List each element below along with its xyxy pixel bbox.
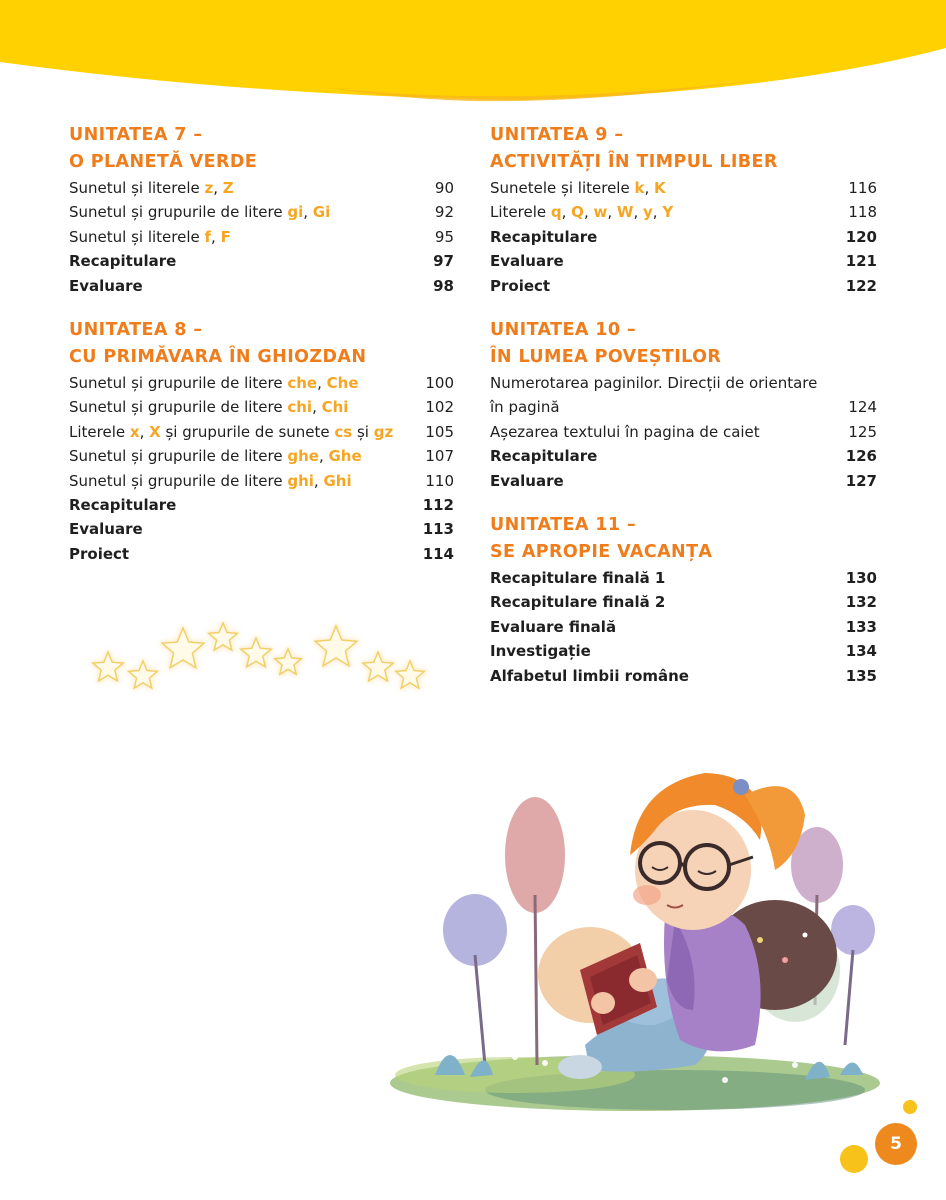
unit-title-line: O PLANETĂ VERDE xyxy=(69,152,258,172)
toc-entry-label xyxy=(490,590,665,614)
toc-entry-label xyxy=(69,395,348,419)
decor-dot-small xyxy=(903,1100,917,1114)
star-icon xyxy=(396,661,425,688)
entry-text: Recapitulare finală 1 xyxy=(490,569,666,588)
entry-text: în pagină xyxy=(490,398,560,417)
toc-entry[interactable] xyxy=(69,395,454,419)
star-row-illustration xyxy=(88,618,433,700)
toc-entry-label xyxy=(69,274,143,298)
entry-text: , xyxy=(303,203,313,222)
highlighted-letter: gi xyxy=(287,203,304,222)
unit-title-line: UNITATEA 11 – xyxy=(490,515,637,536)
toc-entry-page: 130 xyxy=(845,569,877,588)
highlighted-letter: Gi xyxy=(312,203,331,222)
toc-entry-label xyxy=(490,200,673,224)
entry-text: Așezarea textului în pagina de caiet xyxy=(490,422,760,441)
toc-entry-page: 92 xyxy=(434,203,454,222)
entry-text: Investigație xyxy=(490,642,591,661)
toc-entry[interactable] xyxy=(490,395,877,419)
highlighted-letter: k xyxy=(634,179,645,197)
toc-entry-page: 133 xyxy=(845,617,877,636)
highlighted-letter: Ghi xyxy=(323,471,352,490)
toc-entry[interactable] xyxy=(490,566,877,590)
toc-unit xyxy=(69,122,454,298)
toc-entry[interactable] xyxy=(69,371,454,395)
entry-text: Evaluare xyxy=(69,276,143,295)
entry-text: Numerotarea paginilor. Direcții de orientare xyxy=(490,374,818,393)
entry-text: , xyxy=(213,179,223,197)
page-number-badge: 5 xyxy=(875,1123,917,1165)
toc-entry-label xyxy=(490,566,665,590)
star-icon xyxy=(129,661,158,688)
highlighted-letter: Che xyxy=(326,374,359,393)
entry-text: Sunetul și grupurile de litere xyxy=(69,374,288,393)
toc-entry[interactable] xyxy=(490,615,877,639)
entry-text: Evaluare xyxy=(490,252,564,271)
toc-entry-page: 113 xyxy=(422,520,454,539)
toc-entry-page: 134 xyxy=(845,642,877,661)
toc-entry-page: 125 xyxy=(848,422,877,441)
entry-text: Sunetul și grupurile de litere xyxy=(69,398,288,417)
decor-dot-large xyxy=(840,1145,868,1173)
toc-entry-page: 110 xyxy=(425,471,454,490)
highlighted-letter: Chi xyxy=(321,398,349,417)
highlighted-letter: Z xyxy=(222,179,234,197)
highlighted-letter: gz xyxy=(373,422,394,441)
toc-unit xyxy=(490,317,877,493)
entry-text: Literele xyxy=(69,422,130,441)
top-banner xyxy=(0,0,946,110)
unit-title-line: ÎN LUMEA POVEȘTILOR xyxy=(490,347,722,368)
entry-text: Sunetul și grupurile de litere xyxy=(69,447,288,466)
entry-text: Sunetul și literele xyxy=(69,179,205,197)
entry-text: , xyxy=(313,471,324,490)
toc-entry-page: 121 xyxy=(845,252,877,271)
highlighted-letter: K xyxy=(654,179,666,197)
toc-entry-page: 120 xyxy=(845,227,877,246)
toc-entry[interactable] xyxy=(69,444,454,468)
unit-title-line: SE APROPIE VACANȚA xyxy=(490,542,713,563)
toc-entry-label xyxy=(69,249,176,273)
toc-entry[interactable] xyxy=(490,444,877,468)
toc-entry[interactable] xyxy=(490,639,877,663)
highlighted-letter: ghe xyxy=(287,447,319,466)
star-icon xyxy=(363,652,393,681)
toc-entry[interactable] xyxy=(490,590,877,614)
toc-entry-page: 112 xyxy=(422,496,454,515)
toc-entry-label xyxy=(490,371,817,395)
unit-title xyxy=(490,512,877,566)
entry-text: Sunetul și grupurile de litere xyxy=(69,471,288,490)
highlighted-letter: ghi xyxy=(287,471,314,490)
toc-entry[interactable] xyxy=(69,493,454,517)
toc-entry-label xyxy=(69,444,362,468)
highlighted-letter: x xyxy=(129,422,140,441)
entry-text: , xyxy=(561,203,572,222)
star-icon xyxy=(275,649,302,674)
toc-entry-label xyxy=(490,274,550,298)
toc-entry-label xyxy=(69,176,234,200)
toc-entry-page: 135 xyxy=(845,666,877,685)
unit-title xyxy=(69,317,454,371)
toc-entry-page: 122 xyxy=(845,276,877,295)
toc-entry-label xyxy=(490,639,591,663)
entry-text: Alfabetul limbii române xyxy=(490,666,689,685)
toc-entry[interactable] xyxy=(490,274,877,298)
toc-entry-page: 116 xyxy=(848,179,877,197)
highlighted-letter: cs xyxy=(334,422,353,441)
entry-text: , xyxy=(607,203,617,222)
entry-text: Recapitulare finală 2 xyxy=(490,593,666,612)
unit-title-line: UNITATEA 7 – xyxy=(69,125,203,145)
toc-entry-page: 132 xyxy=(845,593,877,612)
entry-text: Proiect xyxy=(490,276,551,295)
toc-entry-label xyxy=(69,225,231,249)
toc-entry-page: 102 xyxy=(425,398,454,417)
toc-unit xyxy=(490,512,877,688)
entry-text: , xyxy=(644,179,654,197)
toc-entry-label xyxy=(69,493,176,517)
toc-entry-label xyxy=(69,420,393,444)
toc-entry[interactable] xyxy=(490,176,877,200)
star-icon xyxy=(93,652,123,681)
toc-entry[interactable] xyxy=(69,274,454,298)
unit-title-line: ACTIVITĂȚI ÎN TIMPUL LIBER xyxy=(490,152,778,172)
unit-title-line: UNITATEA 9 – xyxy=(490,125,624,145)
entry-text: Evaluare xyxy=(69,520,143,539)
highlighted-letter: Ghe xyxy=(328,447,362,466)
toc-entry-page: 90 xyxy=(434,179,454,197)
toc-entry-label xyxy=(490,444,597,468)
unit-title xyxy=(69,122,454,176)
entry-text: Recapitulare xyxy=(490,447,598,466)
toc-entry-label xyxy=(69,517,143,541)
toc-entry-page: 97 xyxy=(433,252,454,271)
entry-text: Sunetele și literele xyxy=(490,179,635,197)
entry-text: Recapitulare xyxy=(490,227,598,246)
entry-text: , xyxy=(583,203,594,222)
entry-text: Sunetul și literele xyxy=(69,227,205,246)
toc-right-column xyxy=(490,122,877,707)
entry-text: și grupurile de sunete xyxy=(160,422,335,441)
toc-entry-page: 105 xyxy=(425,422,454,441)
entry-text: , xyxy=(633,203,643,222)
toc-entry-page: 118 xyxy=(848,203,877,222)
toc-entry-label xyxy=(490,664,689,688)
entry-text: , xyxy=(139,422,150,441)
toc-entry[interactable] xyxy=(69,225,454,249)
toc-entry-page: 114 xyxy=(422,544,454,563)
highlighted-letter: X xyxy=(149,422,161,441)
highlighted-letter: Y xyxy=(662,203,674,222)
entry-text: Recapitulare xyxy=(69,252,177,271)
toc-entry[interactable] xyxy=(490,469,877,493)
toc-entry-label xyxy=(490,420,760,444)
highlighted-letter: z xyxy=(204,179,214,197)
toc-entry-label xyxy=(490,176,666,200)
highlighted-letter: Q xyxy=(571,203,584,222)
toc-entry[interactable] xyxy=(69,200,454,224)
entry-text: Proiect xyxy=(69,544,130,563)
highlighted-letter: q xyxy=(550,203,562,222)
highlighted-letter: che xyxy=(287,374,318,393)
toc-entry-label xyxy=(69,542,129,566)
toc-left-column xyxy=(69,122,454,585)
entry-text: Evaluare xyxy=(490,471,564,490)
toc-entry[interactable] xyxy=(490,225,877,249)
highlighted-letter: y xyxy=(642,203,653,222)
toc-entry[interactable] xyxy=(69,420,454,444)
toc-entry-page: 126 xyxy=(845,447,877,466)
toc-entry-label xyxy=(490,225,597,249)
highlighted-letter: W xyxy=(616,203,634,222)
unit-title xyxy=(490,122,877,176)
toc-entry[interactable] xyxy=(69,469,454,493)
girl-reading-book-illustration xyxy=(375,745,880,1130)
unit-title-line: UNITATEA 10 – xyxy=(490,320,637,341)
toc-entry[interactable] xyxy=(490,249,877,273)
entry-text: , xyxy=(318,447,329,466)
toc-entry[interactable] xyxy=(69,542,454,566)
entry-text: și xyxy=(352,422,374,441)
toc-entry-label xyxy=(490,469,564,493)
toc-unit xyxy=(69,317,454,566)
toc-entry-page: 98 xyxy=(433,276,454,295)
toc-entry-label xyxy=(490,249,564,273)
entry-text: Sunetul și grupurile de litere xyxy=(69,203,288,222)
entry-text: , xyxy=(312,398,322,417)
toc-entry-page: 127 xyxy=(845,471,877,490)
entry-text: Recapitulare xyxy=(69,496,177,515)
toc-entry-page: 100 xyxy=(425,374,454,393)
star-icon xyxy=(315,626,357,666)
toc-entry[interactable] xyxy=(69,176,454,200)
entry-text: , xyxy=(652,203,663,222)
unit-title-line: UNITATEA 8 – xyxy=(69,320,203,341)
unit-title-line: CU PRIMĂVARA ÎN GHIOZDAN xyxy=(69,347,367,368)
toc-entry-page: 124 xyxy=(848,398,877,417)
toc-entry[interactable] xyxy=(490,664,877,688)
toc-entry[interactable] xyxy=(69,517,454,541)
star-icon xyxy=(162,628,204,668)
toc-entry[interactable] xyxy=(490,371,877,395)
star-icon xyxy=(209,623,238,650)
entry-text: , xyxy=(317,374,327,393)
toc-entry[interactable] xyxy=(69,249,454,273)
toc-entry-label xyxy=(69,469,352,493)
toc-entry-page: 95 xyxy=(434,227,454,246)
highlighted-letter: chi xyxy=(287,398,313,417)
toc-entry-label xyxy=(69,200,330,224)
toc-entry[interactable] xyxy=(490,200,877,224)
star-icon xyxy=(241,638,271,667)
highlighted-letter: w xyxy=(593,203,608,222)
toc-entry-label xyxy=(69,371,359,395)
toc-entry-label xyxy=(490,615,616,639)
toc-entry-label xyxy=(490,395,560,419)
entry-text: Evaluare finală xyxy=(490,617,617,636)
toc-entry[interactable] xyxy=(490,420,877,444)
highlighted-letter: f xyxy=(204,227,212,246)
entry-text: , xyxy=(211,227,221,246)
unit-title xyxy=(490,317,877,371)
entry-text: Literele xyxy=(490,203,551,222)
highlighted-letter: F xyxy=(220,227,231,246)
toc-entry-page: 107 xyxy=(425,447,454,466)
toc-unit xyxy=(490,122,877,298)
